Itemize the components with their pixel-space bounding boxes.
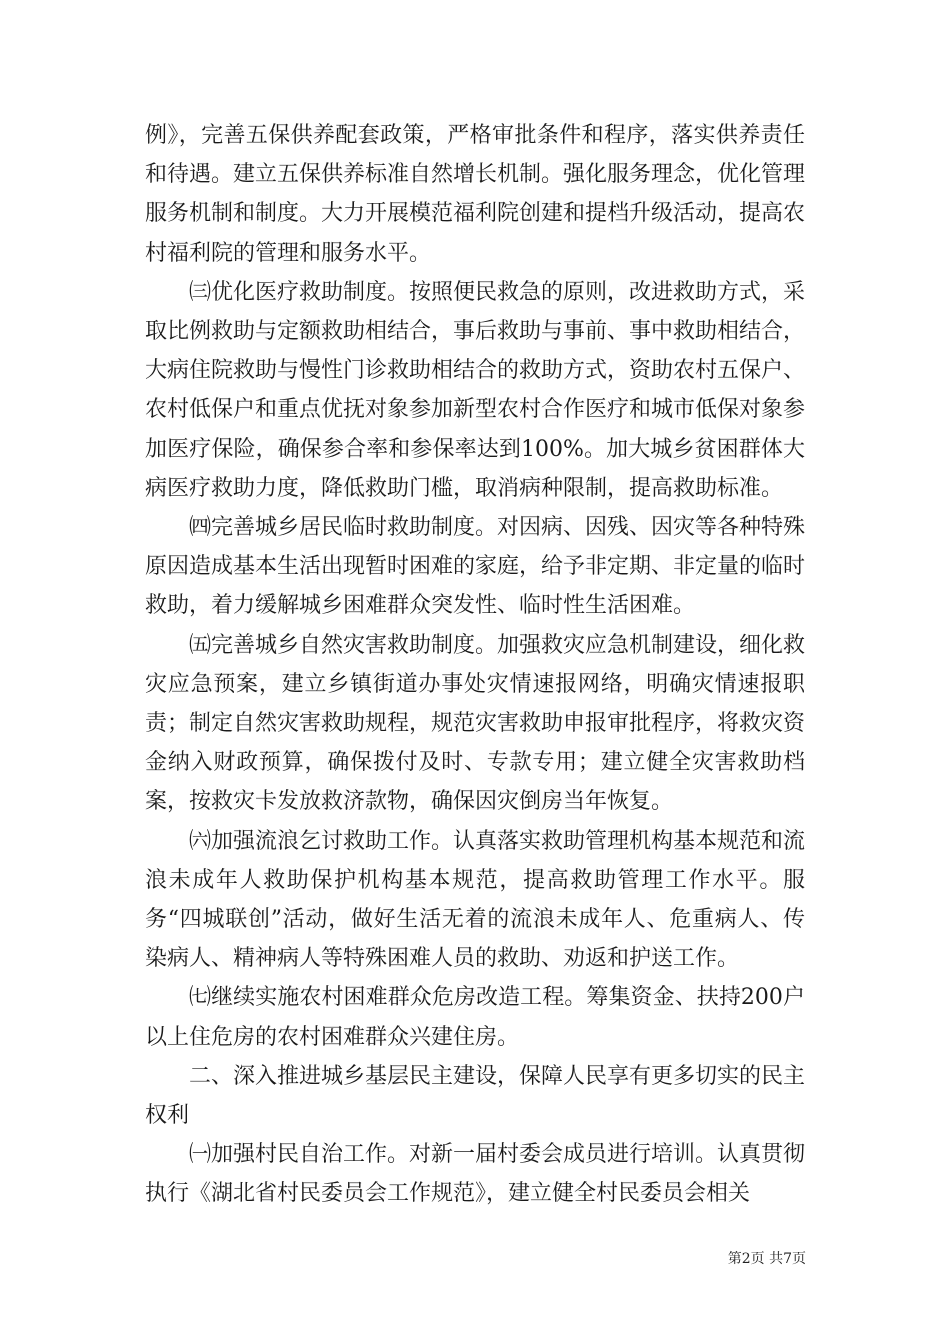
paragraph-housing-renovation: ㈦继续实施农村困难群众危房改造工程。筹集资金、扶持200户以上住危房的农村困难群众兴建住房。 (145, 985, 805, 1050)
paragraph-continued: 例》，完善五保供养配套政策，严格审批条件和程序，落实供养责任和待遇。建立五保供养标准自然增长机制。强化服务理念，优化管理服务机制和制度。大力开展模范福利院创建和提档升级活动，提高农村福利院的管理和服务水平。 (145, 123, 806, 266)
paragraph-medical-aid: ㈢优化医疗救助制度。按照便民救急的原则，改进救助方式，采取比例救助与定额救助相结合，事后救助与事前、事中救助相结合，大病住院救助与慢性门诊救助相结合的救助方式，资助农村五保户、农村低保户和重点优抚对象参加新型农村合作医疗和城市低保对象参加医疗保险，确保参合率和参保率达到100%。加大城乡贫困群体大病医疗救助力度，降低救助门槛，取消病种限制，提高救助标准。 (145, 279, 806, 501)
footer-middle: 页 共 (750, 1251, 784, 1267)
page-footer (0, 1248, 806, 1268)
section-heading-grassroots-democracy: 二、深入推进城乡基层民主建设，保障人民享有更多切实的民主权利 (145, 1063, 806, 1129)
document-body (145, 116, 805, 1214)
paragraph-village-autonomy: ㈠加强村民自治工作。对新一届村委会成员进行培训。认真贯彻执行《湖北省村民委员会工作规范》，建立健全村民委员会相关 (145, 1142, 806, 1207)
footer-prefix: 第 (727, 1251, 742, 1267)
paragraph-temporary-aid: ㈣完善城乡居民临时救助制度。对因病、因残、因灾等各种特殊原因造成基本生活出现暂时困难的家庭，给予非定期、非定量的临时救助，着力缓解城乡困难群众突发性、临时性生活困难。 (145, 515, 806, 619)
paragraph-vagrant-aid: ㈥加强流浪乞讨救助工作。认真落实救助管理机构基本规范和流浪未成年人救助保护机构基本规范，提高救助管理工作水平。服务“四城联创”活动，做好生活无着的流浪未成年人、危重病人、传染病人、精神病人等特殊困难人员的救助、劝返和护送工作。 (145, 828, 806, 972)
total-page-number: 7 (783, 1251, 792, 1267)
paragraph-disaster-aid: ㈤完善城乡自然灾害救助制度。加强救灾应急机制建设，细化救灾应急预案，建立乡镇街道办事处灾情速报网络，明确灾情速报职责；制定自然灾害救助规程，规范灾害救助申报审批程序，将救灾资金纳入财政预算，确保拨付及时、专款专用；建立健全灾害救助档案，按救灾卡发放救济款物，确保因灾倒房当年恢复。 (145, 632, 806, 815)
footer-suffix: 页 (792, 1251, 806, 1267)
current-page-number: 2 (741, 1251, 751, 1267)
